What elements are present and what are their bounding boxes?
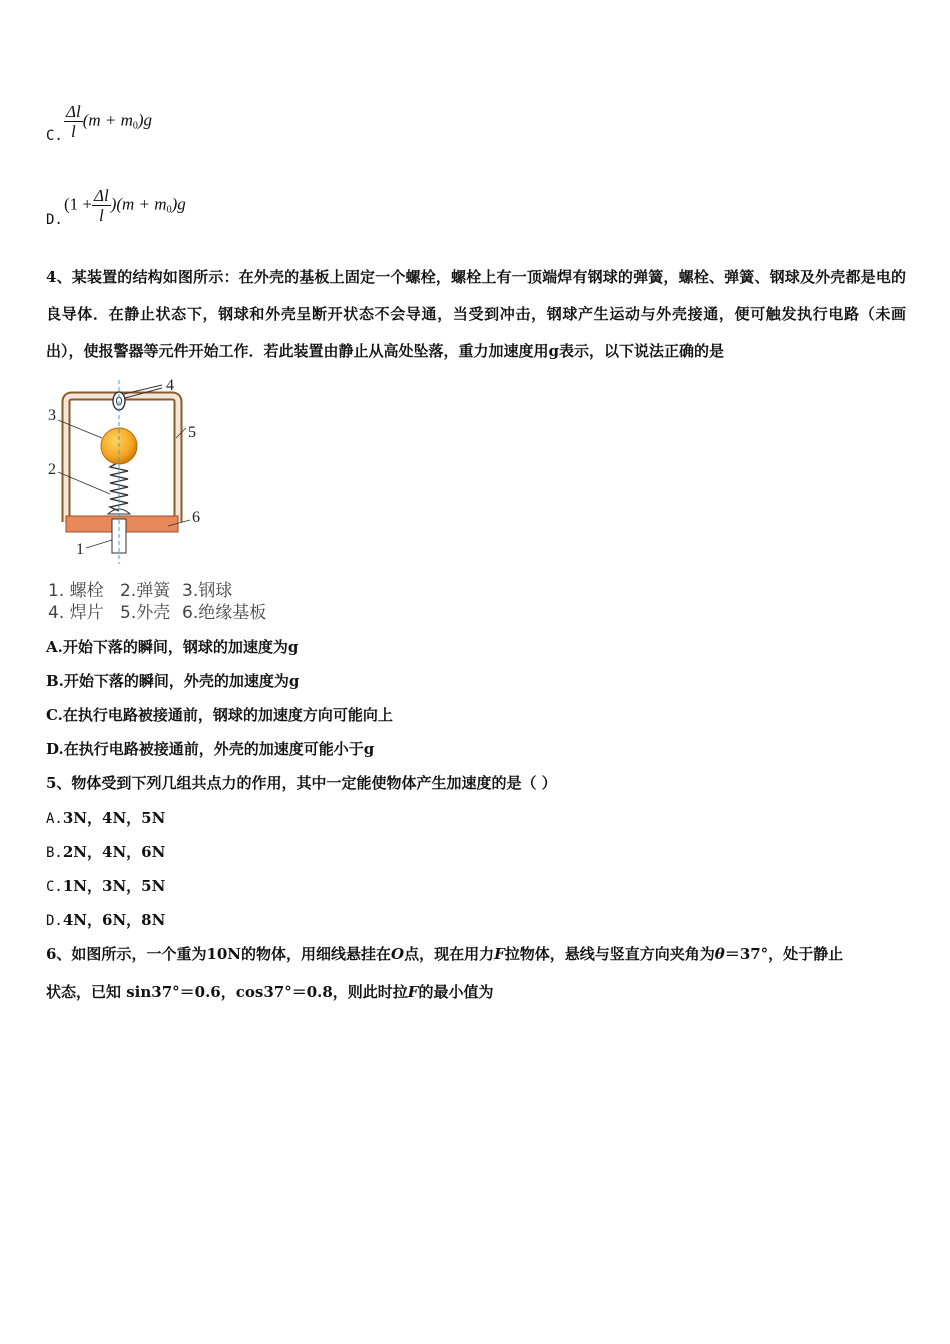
text-run: 6、如图所示，一个重为10N的物体，用细线悬挂在: [46, 945, 392, 963]
var-o: O: [391, 945, 405, 963]
option-text: 4N，6N，8N: [62, 911, 166, 929]
q4-stem: 4、某装置的结构如图所示：在外壳的基板上固定一个螺栓，螺栓上有一顶端焊有钢球的弹簧，螺栓、弹簧、钢球及外壳都是电的良导体．在静止状态下，钢球和外壳呈断开状态不会导通，当受到冲击，钢球产生运动与外壳接通，便可触发执行电路（未画出），使报警器等元件开始工作．若此装置由静止从高处坠落，重力加速度用g表示，以下说法正确的是: [46, 268, 906, 360]
fraction: [64, 102, 83, 141]
formula-c: [64, 102, 152, 141]
subscript: 0: [166, 204, 172, 216]
q6-stem-line-2: [46, 981, 493, 1002]
fraction: [92, 186, 111, 225]
figure-legend-row-2: [48, 598, 266, 623]
figure-label-3: 3: [48, 407, 56, 424]
var-f: F: [407, 983, 419, 1001]
option-letter: C.: [46, 128, 63, 144]
q4-option-a: A.开始下落的瞬间，钢球的加速度为g: [46, 638, 299, 656]
legend-item: 4. 焊片: [48, 603, 104, 623]
legend-item: 6.绝缘基板: [182, 603, 267, 623]
device-figure: [44, 376, 214, 566]
var-theta: θ: [714, 945, 725, 963]
q4-option-b: B.开始下落的瞬间，外壳的加速度为g: [46, 672, 300, 690]
figure-label-5: 5: [188, 424, 196, 441]
q5-option-d: [46, 909, 165, 930]
q5-option-a: [46, 807, 165, 828]
text-run: 状态，已知 sin37°＝0.6，cos37°＝0.8，则此时拉: [46, 983, 408, 1001]
q5-option-c: [46, 875, 165, 896]
formula-tail: )(m + m: [110, 194, 167, 214]
text-run: ＝37°，处于静止: [724, 945, 844, 963]
fraction-denominator: l: [70, 122, 76, 141]
option-letter: D.: [46, 913, 63, 929]
figure-label-4: 4: [166, 377, 174, 394]
option-letter: C.: [46, 879, 63, 895]
option-letter: A.: [46, 811, 63, 827]
figure-label-6: 6: [192, 509, 200, 526]
subscript: 0: [132, 120, 138, 132]
figure-label-1: 1: [76, 541, 84, 558]
q4-option-c: C.在执行电路被接通前，钢球的加速度方向可能向上: [46, 706, 393, 724]
formula-head: (1 +: [64, 194, 92, 214]
fraction-numerator: Δl: [94, 186, 109, 205]
formula-tail-end: )g: [137, 110, 153, 130]
legend-item: 1. 螺栓: [48, 581, 104, 601]
text-run: 拉物体，悬线与竖直方向夹角为: [504, 945, 715, 963]
formula-d: [64, 186, 186, 225]
q6-stem-line-1: [46, 943, 843, 964]
q4-option-d: D.在执行电路被接通前，外壳的加速度可能小于g: [46, 740, 375, 758]
option-letter: B.: [46, 845, 63, 861]
option-text: 1N，3N，5N: [62, 877, 166, 895]
figure-label-2: 2: [48, 461, 56, 478]
text-run: 点，现在用力: [404, 945, 495, 963]
formula-tail-end: )g: [171, 194, 186, 214]
option-letter: D.: [46, 212, 63, 228]
fraction-numerator: Δl: [66, 102, 81, 121]
q5-option-b: [46, 841, 165, 862]
legend-item: 5.外壳: [120, 603, 171, 623]
formula-tail: (m + m: [82, 110, 133, 130]
option-text: 2N，4N，6N: [62, 843, 166, 861]
legend-item: 3.钢球: [182, 581, 233, 601]
fraction-denominator: l: [98, 206, 104, 225]
q5-stem: 5、物体受到下列几组共点力的作用，其中一定能使物体产生加速度的是（ ）: [46, 774, 557, 792]
var-f: F: [494, 945, 505, 963]
legend-item: 2.弹簧: [120, 581, 171, 601]
text-run: 的最小值为: [418, 983, 494, 1001]
option-text: 3N，4N，5N: [62, 809, 166, 827]
